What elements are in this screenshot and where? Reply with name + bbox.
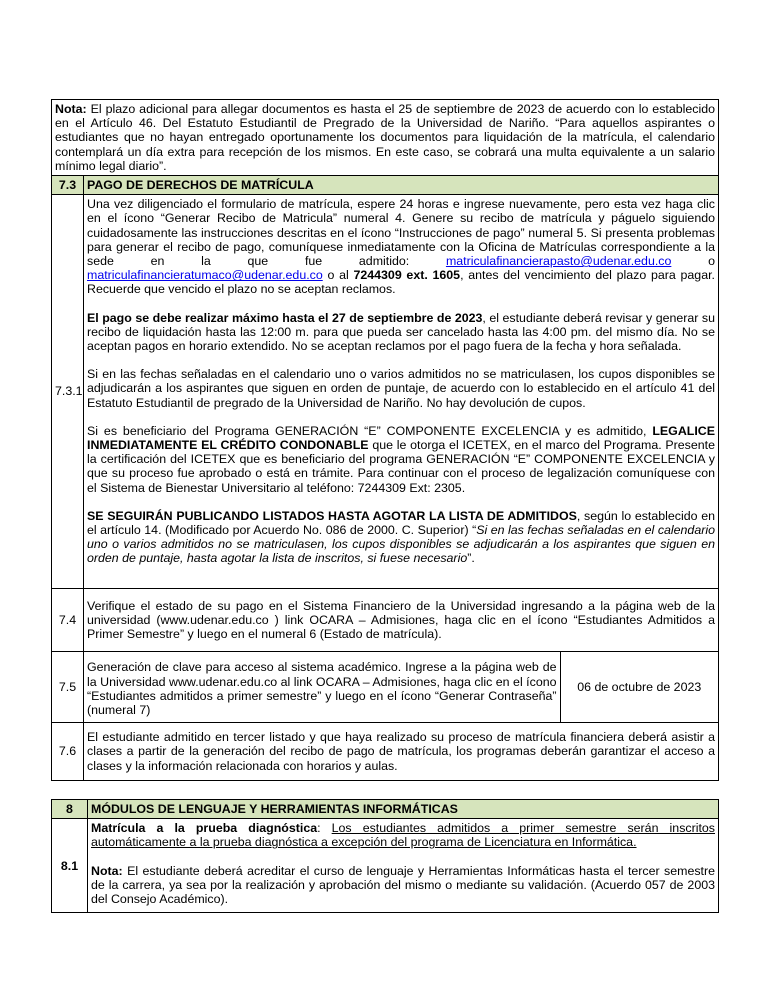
- section-7-6-number: 7.6: [52, 723, 84, 781]
- phone-number: 7244309 ext. 1605: [353, 268, 461, 283]
- matricula-prueba-label: Matrícula a la prueba diagnóstica: [91, 821, 318, 836]
- paragraph-pago: [87, 311, 715, 354]
- section-8-title: MÓDULOS DE LENGUAJE Y HERRAMIENTAS INFORMÁTICAS: [88, 800, 719, 819]
- section-7-3-title: PAGO DE DERECHOS DE MATRÍCULA: [84, 176, 719, 195]
- paragraph-cupos: Si en las fechas señaladas en el calendario uno o varios admitidos no se matriculasen, los cupos disponibles se adjudicarán a los aspirantes que siguen en orden de puntaje, de acuerdo con lo establecido en el artículo 41 del Estatuto Estudiantil de pregrado de la Universidad de Nariño. No hay devolución de cupos.: [87, 367, 715, 410]
- note-text: El plazo adicional para allegar documentos es hasta el 25 de septiembre de 2023 de acuerdo con lo establecido en el Artículo 46. Del Estatuto Estudiantil de Pregrado de la Universidad de Nariño. “Para aquellos aspirantes o estudiantes que no hayan entregado oportunamente los documentos para liquidación de la matrícula, el calendario contemplará un día extra para recepción de los mismos. En este caso, se cobrará una multa equivalente a un salario mínimo legal diario”.: [55, 102, 715, 173]
- section-7-5-date: 06 de octubre de 2023: [577, 680, 702, 695]
- recibo-text: Una vez diligenciado el formulario de matrícula, espere 24 horas e ingrese nuevamente, pero esta vez haga clic en el ícono “Generar Recibo de Matricula” numeral 4. Genere su recibo de matrícula y páguelo siguiendo cuidadosamente las instrucciones descritas en el ícono “Instrucciones de pago” numeral 5. Si presenta problemas para generar el recibo de pago, comuníquese inmediatamente con la Oficina de Matrículas correspondiente a la sede en la que fue admitido:: [87, 197, 715, 269]
- section-7-5-row: [52, 652, 719, 723]
- paragraph-nota-curso: [91, 864, 715, 907]
- recibo-end: , antes del vencimiento del plazo para pagar. Recuerde que vencido el plazo no se aceptan reclamos.: [87, 268, 715, 297]
- section-8-number: 8: [52, 800, 88, 819]
- listados-quote: Si en las fechas señaladas en el calendario uno o varios admitidos no se matriculasen, los cupos disponibles se adjudicarán a los aspirantes que siguen en orden de puntaje, hasta agotar la lista de inscritos, si fuese necesario: [87, 523, 715, 566]
- section-8-1-number: 8.1: [52, 819, 88, 913]
- paragraph-matricula-prueba: [91, 821, 715, 849]
- listados-bold: SE SEGUIRÁN PUBLICANDO LISTADOS HASTA AGOTAR LA LISTA DE ADMITIDOS: [87, 508, 577, 523]
- listados-end: ”.: [467, 551, 475, 566]
- section-7-6-row: [52, 723, 719, 781]
- section-8-table: [51, 799, 719, 913]
- section-7-3-number: 7.3: [52, 176, 84, 195]
- matricula-prueba-text: Los estudiantes admitidos a primer semestre serán inscritos automáticamente a la prueba diagnóstica a excepción del programa de Licenciatura en Informática.: [91, 821, 715, 850]
- nota-curso-text: El estudiante deberá acreditar el curso de lenguaje y Herramientas Informáticas hasta el tercer semestre de la carrera, ya sea por la realización y aprobación del mismo o mediante su validación. (Acuerdo 057 de 2003 del Consejo Académico).: [91, 863, 715, 907]
- section-7-3-1-number: 7.3.1: [52, 195, 84, 588]
- pago-deadline: El pago se debe realizar máximo hasta el 27 de septiembre de 2023: [87, 310, 483, 325]
- section-7-3-1-row: [52, 195, 719, 588]
- paragraph-recibo: [87, 197, 715, 296]
- recibo-or: o: [671, 254, 715, 269]
- nota-curso-label: Nota:: [91, 863, 123, 878]
- paragraph-listados: [87, 509, 715, 566]
- pago-text: , el estudiante deberá revisar y generar su recibo de liquidación hasta las 12:00 m. para que pueda ser cancelado hasta las 4:00 pm. del mismo día. No se aceptan pagos en horario extendido. No se aceptan reclamos por el pago fuera de la fecha y hora señalada.: [87, 310, 715, 354]
- section-7-3-1-content: [84, 195, 719, 588]
- section-7-5-inner: [84, 652, 718, 722]
- note-row: [52, 100, 719, 176]
- email-link-tumaco[interactable]: matriculafinancieratumaco@udenar.edu.co: [87, 268, 323, 283]
- matricula-prueba-colon: :: [317, 821, 332, 836]
- note-cell: [52, 100, 719, 176]
- paragraph-generacion-e: [87, 424, 715, 495]
- section-8-1-row: [52, 819, 719, 913]
- generacion-e-rest: que le otorga el ICETEX, en el marco del Programa. Presente la certificación del ICETEX que es beneficiario del programa GENERACIÓN “E” COMPONENTE EXCELENCIA y que su proceso fue aprobado o está en trámite. Para continuar con el proceso de legalización comuníquese con el Sistema de Bienestar Universitario al teléfono: 7244309 Ext: 2305.: [87, 438, 715, 495]
- listados-text: , según lo establecido en el artículo 14. (Modificado por Acuerdo No. 086 de 2000. C. Superior) “: [87, 508, 715, 538]
- section-7-5-content: [84, 652, 719, 723]
- section-7-5-number: 7.5: [52, 652, 84, 723]
- recibo-or-phone: o al: [322, 268, 354, 283]
- note-label: Nota:: [55, 102, 87, 116]
- generacion-e-text: Si es beneficiario del Programa GENERACIÓN “E” COMPONENTE EXCELENCIA y es admitido,: [87, 423, 653, 438]
- section-8-header: [52, 800, 719, 819]
- legalice-credito: LEGALICE INMEDIATAMENTE EL CRÉDITO CONDONABLE: [87, 423, 715, 453]
- email-link-pasto[interactable]: matriculafinancierapasto@udenar.edu.co: [445, 254, 672, 269]
- section-7-5-text: Generación de clave para acceso al sistema académico. Ingrese a la página web de la Universidad www.udenar.edu.co al link OCARA – Admisiones, haga clic en el ícono “Estudiantes admitidos a primer semestre” y luego en el ícono “Generar Contraseña” (numeral 7): [84, 652, 560, 722]
- section-7-4-row: [52, 588, 719, 652]
- section-7-3-header: [52, 176, 719, 195]
- section-7-6-content: El estudiante admitido en tercer listado y que haya realizado su proceso de matrícula financiera deberá asistir a clases a partir de la generación del recibo de pago de matrícula, los programas deberán garantizar el acceso a clases y la información relacionada con horarios y aulas.: [84, 723, 719, 781]
- section-7-4-content: Verifique el estado de su pago en el Sistema Financiero de la Universidad ingresando a la página web de la universidad (www.udenar.edu.co ) link OCARA – Admisiones, haga clic en el ícono “Estudiantes Admitidos a Primer Semestre” y luego en el numeral 6 (Estado de matrícula).: [84, 588, 719, 652]
- section-8-1-content: [88, 819, 719, 913]
- section-7-table: [51, 99, 719, 781]
- section-7-4-number: 7.4: [52, 588, 84, 652]
